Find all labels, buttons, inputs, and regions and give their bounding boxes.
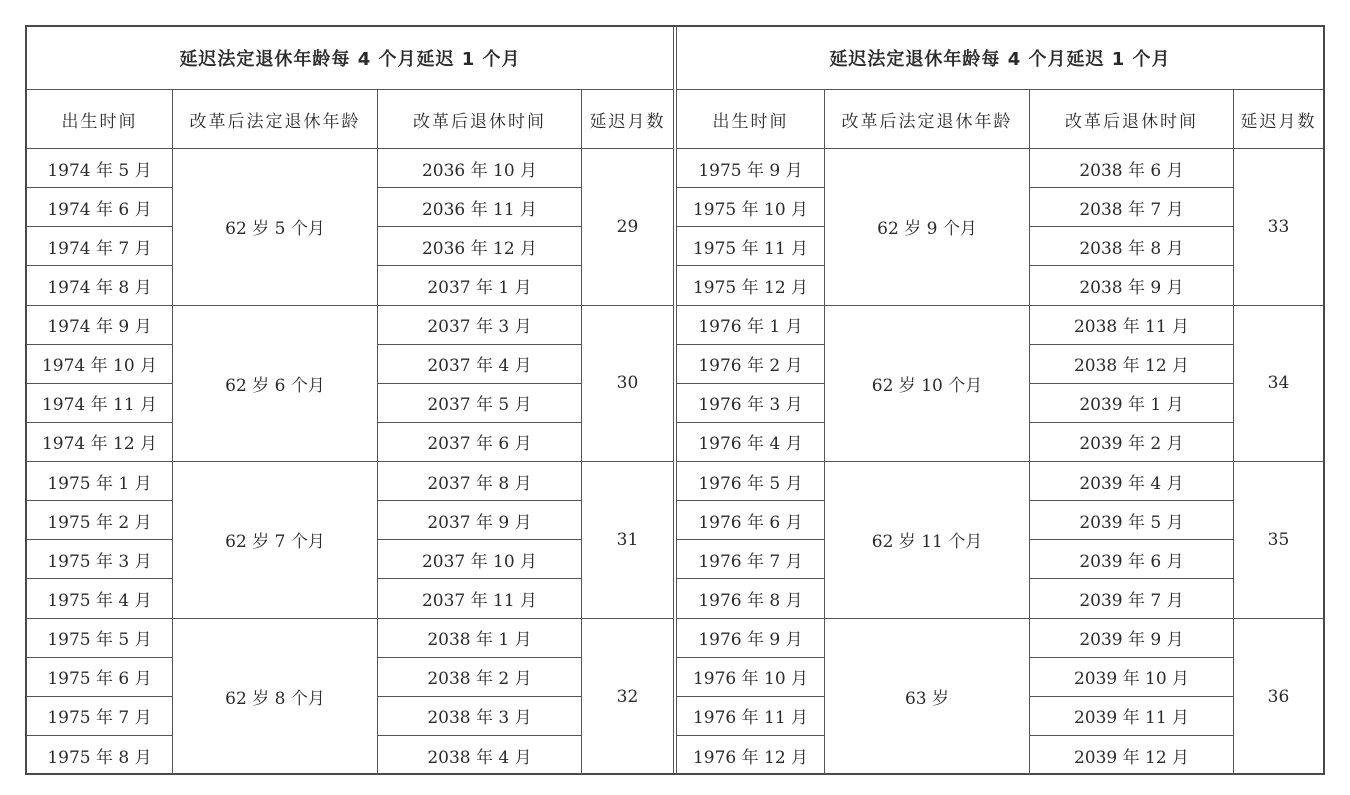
retirement-time-cell: 2038 年 2 月 [378, 658, 582, 697]
table-title: 延迟法定退休年龄每 4 个月延迟 1 个月 [27, 27, 673, 90]
birth-time-cell: 1974 年 9 月 [27, 306, 173, 345]
retirement-time-cell: 2038 年 9 月 [1030, 266, 1234, 305]
retirement-time-cell: 2039 年 11 月 [1030, 697, 1234, 736]
header-retirement-age: 改革后法定退休年龄 [173, 90, 378, 149]
birth-time-cell: 1975 年 12 月 [677, 266, 825, 305]
birth-time-cell: 1975 年 2 月 [27, 501, 173, 540]
birth-time-cell: 1976 年 2 月 [677, 345, 825, 384]
retirement-time-cell: 2038 年 6 月 [1030, 149, 1234, 188]
retirement-age-cell: 62 岁 11 个月 [825, 462, 1030, 619]
retirement-time-cell: 2037 年 9 月 [378, 501, 582, 540]
birth-time-cell: 1976 年 9 月 [677, 619, 825, 658]
birth-time-cell: 1976 年 4 月 [677, 423, 825, 462]
retirement-age-cell: 62 岁 6 个月 [173, 306, 378, 463]
birth-time-cell: 1975 年 7 月 [27, 697, 173, 736]
birth-time-cell: 1975 年 8 月 [27, 736, 173, 775]
retirement-time-cell: 2039 年 2 月 [1030, 423, 1234, 462]
table-separator [673, 27, 677, 773]
header-retirement-time: 改革后退休时间 [378, 90, 582, 149]
birth-time-cell: 1974 年 8 月 [27, 266, 173, 305]
delay-months-cell: 35 [1234, 462, 1323, 619]
delay-months-cell: 30 [582, 306, 673, 463]
retirement-age-cell: 62 岁 5 个月 [173, 149, 378, 306]
delay-months-cell: 33 [1234, 149, 1323, 306]
birth-time-cell: 1975 年 1 月 [27, 462, 173, 501]
birth-time-cell: 1975 年 4 月 [27, 579, 173, 618]
retirement-time-cell: 2039 年 1 月 [1030, 384, 1234, 423]
retirement-time-cell: 2038 年 7 月 [1030, 188, 1234, 227]
retirement-age-cell: 63 岁 [825, 619, 1030, 776]
birth-time-cell: 1975 年 9 月 [677, 149, 825, 188]
retirement-time-cell: 2038 年 12 月 [1030, 345, 1234, 384]
retirement-time-cell: 2039 年 7 月 [1030, 579, 1234, 618]
retirement-age-cell: 62 岁 7 个月 [173, 462, 378, 619]
retirement-time-cell: 2036 年 10 月 [378, 149, 582, 188]
retirement-time-cell: 2039 年 10 月 [1030, 658, 1234, 697]
retirement-time-cell: 2039 年 12 月 [1030, 736, 1234, 775]
birth-time-cell: 1974 年 6 月 [27, 188, 173, 227]
birth-time-cell: 1976 年 7 月 [677, 540, 825, 579]
birth-time-cell: 1974 年 5 月 [27, 149, 173, 188]
retirement-time-cell: 2037 年 8 月 [378, 462, 582, 501]
retirement-time-cell: 2037 年 3 月 [378, 306, 582, 345]
header-birth-time: 出生时间 [27, 90, 173, 149]
retirement-time-cell: 2036 年 11 月 [378, 188, 582, 227]
header-retirement-time: 改革后退休时间 [1030, 90, 1234, 149]
delay-months-cell: 31 [582, 462, 673, 619]
birth-time-cell: 1974 年 10 月 [27, 345, 173, 384]
retirement-time-cell: 2039 年 9 月 [1030, 619, 1234, 658]
retirement-time-cell: 2039 年 5 月 [1030, 501, 1234, 540]
birth-time-cell: 1976 年 5 月 [677, 462, 825, 501]
retirement-time-cell: 2036 年 12 月 [378, 227, 582, 266]
delay-months-cell: 29 [582, 149, 673, 306]
table-title: 延迟法定退休年龄每 4 个月延迟 1 个月 [677, 27, 1323, 90]
retirement-time-cell: 2038 年 1 月 [378, 619, 582, 658]
birth-time-cell: 1976 年 11 月 [677, 697, 825, 736]
birth-time-cell: 1976 年 8 月 [677, 579, 825, 618]
retirement-time-cell: 2038 年 8 月 [1030, 227, 1234, 266]
birth-time-cell: 1976 年 1 月 [677, 306, 825, 345]
header-birth-time: 出生时间 [677, 90, 825, 149]
birth-time-cell: 1976 年 12 月 [677, 736, 825, 775]
birth-time-cell: 1975 年 11 月 [677, 227, 825, 266]
retirement-age-cell: 62 岁 10 个月 [825, 306, 1030, 463]
retirement-age-cell: 62 岁 8 个月 [173, 619, 378, 776]
retirement-time-cell: 2039 年 6 月 [1030, 540, 1234, 579]
birth-time-cell: 1976 年 3 月 [677, 384, 825, 423]
retirement-time-cell: 2038 年 3 月 [378, 697, 582, 736]
left-table [27, 27, 673, 773]
retirement-time-cell: 2037 年 1 月 [378, 266, 582, 305]
birth-time-cell: 1975 年 10 月 [677, 188, 825, 227]
retirement-delay-table [25, 25, 1325, 775]
delay-months-cell: 34 [1234, 306, 1323, 463]
birth-time-cell: 1975 年 6 月 [27, 658, 173, 697]
delay-months-cell: 32 [616, 686, 639, 707]
birth-time-cell: 1976 年 10 月 [677, 658, 825, 697]
retirement-time-cell: 2037 年 5 月 [378, 384, 582, 423]
birth-time-cell: 1974 年 12 月 [27, 423, 173, 462]
birth-time-cell: 1974 年 7 月 [27, 227, 173, 266]
retirement-time-cell: 2039 年 4 月 [1030, 462, 1234, 501]
birth-time-cell: 1975 年 3 月 [27, 540, 173, 579]
header-delay-months: 延迟月数 [582, 90, 673, 149]
retirement-time-cell: 2037 年 4 月 [378, 345, 582, 384]
retirement-age-cell: 62 岁 9 个月 [825, 149, 1030, 306]
right-table [677, 27, 1323, 773]
birth-time-cell: 1976 年 6 月 [677, 501, 825, 540]
header-retirement-age: 改革后法定退休年龄 [825, 90, 1030, 149]
birth-time-cell: 1975 年 5 月 [27, 619, 173, 658]
retirement-time-cell: 2037 年 6 月 [378, 423, 582, 462]
delay-months-cell: 36 [1267, 686, 1290, 707]
birth-time-cell: 1974 年 11 月 [27, 384, 173, 423]
retirement-time-cell: 2038 年 11 月 [1030, 306, 1234, 345]
retirement-time-cell: 2037 年 10 月 [378, 540, 582, 579]
retirement-time-cell: 2038 年 4 月 [378, 736, 582, 775]
header-delay-months: 延迟月数 [1234, 90, 1323, 149]
retirement-time-cell: 2037 年 11 月 [378, 579, 582, 618]
